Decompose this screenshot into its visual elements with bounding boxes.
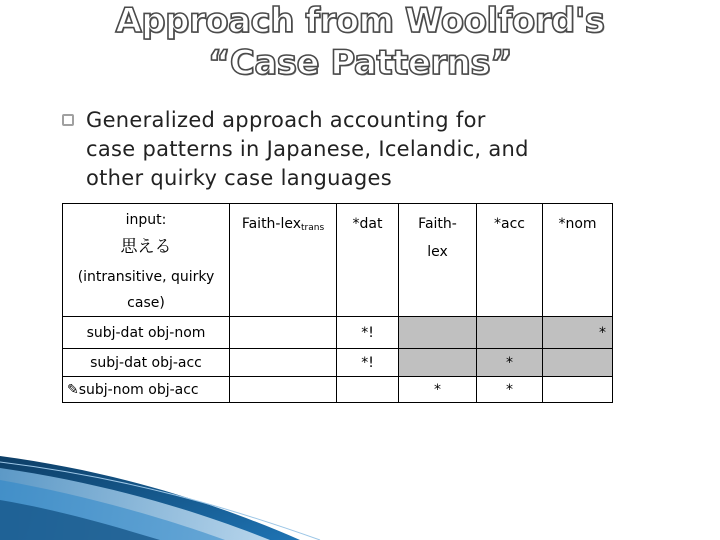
mark-cell — [337, 377, 399, 403]
ot-tableau — [62, 203, 613, 403]
mark-cell — [399, 317, 477, 349]
mark-cell — [543, 377, 613, 403]
input-cell — [63, 204, 230, 317]
tableau-header-row — [63, 204, 613, 317]
candidate-label: ✎subj-nom obj-acc — [63, 377, 230, 403]
faith-lex-label: Faith-lex — [241, 216, 302, 232]
mark-cell — [399, 349, 477, 377]
mark-cell — [543, 349, 613, 377]
constraint-faith-lex — [399, 204, 477, 317]
table-row — [63, 377, 613, 403]
faith-lex-line-1: Faith- — [418, 216, 457, 232]
mark-cell — [230, 349, 337, 377]
mark-cell: * — [477, 377, 543, 403]
input-verb: 思える — [120, 237, 172, 257]
bullet-line-2: case patterns in Japanese, Icelandic, and — [86, 137, 529, 161]
title-line-1: Approach from Woolford's — [115, 1, 605, 41]
mark-cell: * — [477, 349, 543, 377]
constraint-acc: *acc — [477, 204, 543, 317]
bullet-line-1: Generalized approach accounting for — [86, 108, 486, 132]
faith-lex-line-2: lex — [427, 244, 448, 260]
table-row — [63, 317, 613, 349]
bullet-line-3: other quirky case languages — [86, 166, 393, 190]
mark-cell — [477, 317, 543, 349]
mark-cell: *! — [337, 317, 399, 349]
input-label: input: — [125, 212, 167, 228]
mark-cell: * — [543, 317, 613, 349]
bullet-text — [86, 106, 606, 193]
mark-cell — [230, 377, 337, 403]
constraint-dat: *dat — [337, 204, 399, 317]
slide-title — [0, 0, 720, 84]
constraint-faith-lex-trans — [230, 204, 337, 317]
input-note: (intransitive, quirky case) — [77, 269, 215, 311]
table-row — [63, 349, 613, 377]
optimal-pointer-icon: ✎ — [67, 381, 79, 398]
title-line-2: “Case Patterns” — [208, 43, 512, 83]
mark-cell — [230, 317, 337, 349]
mark-cell: * — [399, 377, 477, 403]
constraint-nom: *nom — [543, 204, 613, 317]
candidate-label: subj-dat obj-acc — [63, 349, 230, 377]
faith-lex-subscript: trans — [301, 223, 325, 233]
mark-cell: *! — [337, 349, 399, 377]
candidate-label: subj-dat obj-nom — [63, 317, 230, 349]
bullet-marker — [62, 114, 74, 126]
